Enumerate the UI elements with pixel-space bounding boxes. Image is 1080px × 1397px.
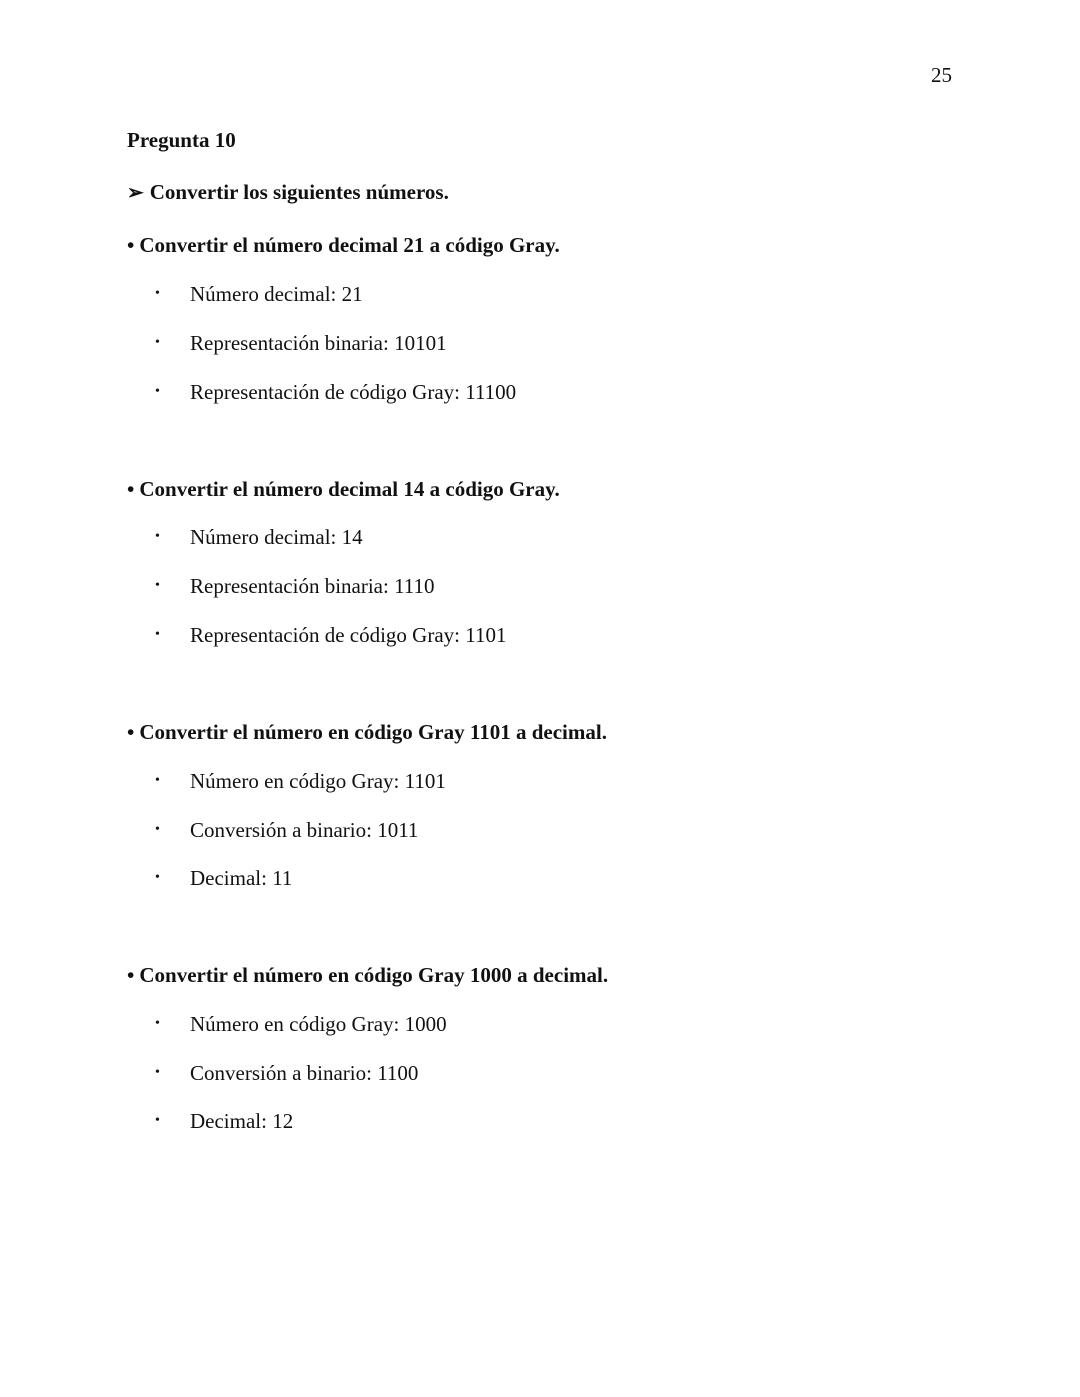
arrow-bullet-icon: ➢ [127,182,144,204]
list-item-text: Decimal: 11 [190,866,293,890]
list-bullet: • [155,1065,160,1080]
section-title [127,476,560,502]
list-item-text: Número decimal: 14 [190,525,363,549]
list-bullet: • [155,529,160,544]
list-bullet: • [155,1016,160,1031]
list-item-text: Representación de código Gray: 1101 [190,623,507,647]
list-item-text: Conversión a binario: 1100 [190,1061,419,1085]
list-item-text: Número en código Gray: 1000 [190,1012,447,1036]
list-bullet: • [155,286,160,301]
list-bullet: • [155,335,160,350]
list-item-text: Número decimal: 21 [190,282,363,306]
section-title-text: Convertir el número en código Gray 1101 a decimal. [139,720,607,744]
section-bullet: • [127,477,135,501]
list-bullet: • [155,870,160,885]
list-item-text: Decimal: 12 [190,1109,294,1133]
instruction-text: Convertir los siguientes números. [149,180,449,204]
list-item-text: Representación binaria: 10101 [190,331,447,355]
section-title [127,962,608,988]
list-item-text: Conversión a binario: 1011 [190,818,419,842]
section-title [127,232,560,258]
section-bullet: • [127,720,135,744]
list-bullet: • [155,627,160,642]
section-title-text: Convertir el número decimal 21 a código Gray. [139,233,560,257]
list-item-text: Representación de código Gray: 11100 [190,380,517,404]
page-number: 25 [931,63,952,87]
section-title [127,719,607,745]
list-bullet: • [155,578,160,593]
section-title-text: Convertir el número decimal 14 a código Gray. [139,477,560,501]
section-bullet: • [127,233,135,257]
list-item-text: Representación binaria: 1110 [190,574,435,598]
list-bullet: • [155,384,160,399]
section-title-text: Convertir el número en código Gray 1000 a decimal. [139,963,609,987]
list-bullet: • [155,1113,160,1128]
instruction-line [127,179,449,206]
list-item-text: Número en código Gray: 1101 [190,769,446,793]
list-bullet: • [155,773,160,788]
section-bullet: • [127,963,135,987]
list-bullet: • [155,822,160,837]
question-title: Pregunta 10 [127,128,236,152]
